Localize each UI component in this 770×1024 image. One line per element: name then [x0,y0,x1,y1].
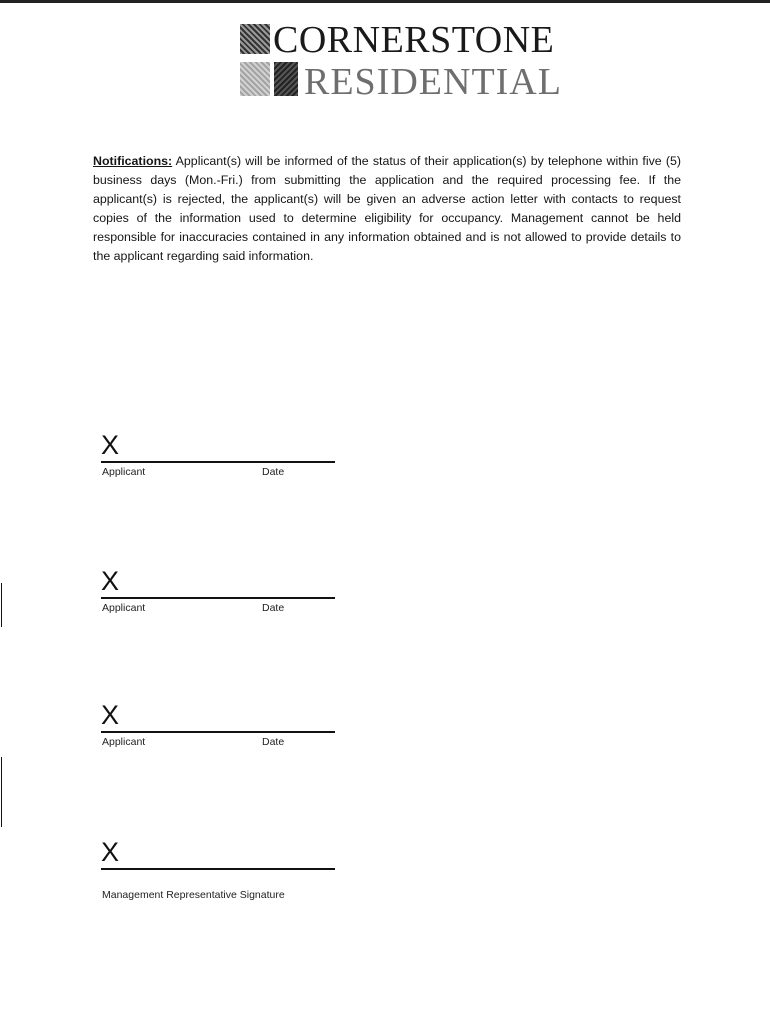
signature-x-mark: X [101,837,120,867]
scan-artifact [1,757,2,827]
signature-block-management [101,838,335,905]
applicant-label: Applicant [102,602,146,614]
logo-line1: CORNERSTONE [273,19,555,61]
company-logo [240,18,562,103]
scan-edge [0,0,770,3]
management-signature-label: Management Representative Signature [102,889,285,901]
signature-block-applicant-2 [101,567,335,618]
logo-line2: RESIDENTIAL [304,61,562,103]
signature-line[interactable] [101,731,335,733]
logo-mark-icon [240,62,270,96]
date-label: Date [262,602,285,614]
signature-x-mark: X [101,700,120,730]
notifications-heading: Notifications: [93,154,173,168]
signature-x-mark: X [101,430,120,460]
signature-x-mark: X [101,566,120,596]
signature-block-applicant-1 [101,431,335,482]
signature-line[interactable] [101,868,335,870]
signature-line[interactable] [101,461,335,463]
signature-block-applicant-3 [101,701,335,752]
scan-artifact [1,583,2,627]
logo-mark-icon [274,62,298,96]
logo-mark-icon [240,24,270,54]
notifications-body: Applicant(s) will be informed of the status of their application(s) by telephone within five (5) business days (Mon.-Fri.) from submitting the application and the required processing fee. If the applicant(s) is rejected, the applicant(s) will be given an adverse action letter with contacts to request copies of the information used to determine eligibility for occupancy. Management cannot be held responsible for inaccuracies contained in any information obtained and is not allowed to provide details to the applicant regarding said information. [93,154,681,263]
date-label: Date [262,466,285,478]
notifications-paragraph [93,152,681,266]
date-label: Date [262,736,285,748]
applicant-label: Applicant [102,736,146,748]
signature-line[interactable] [101,597,335,599]
applicant-label: Applicant [102,466,146,478]
